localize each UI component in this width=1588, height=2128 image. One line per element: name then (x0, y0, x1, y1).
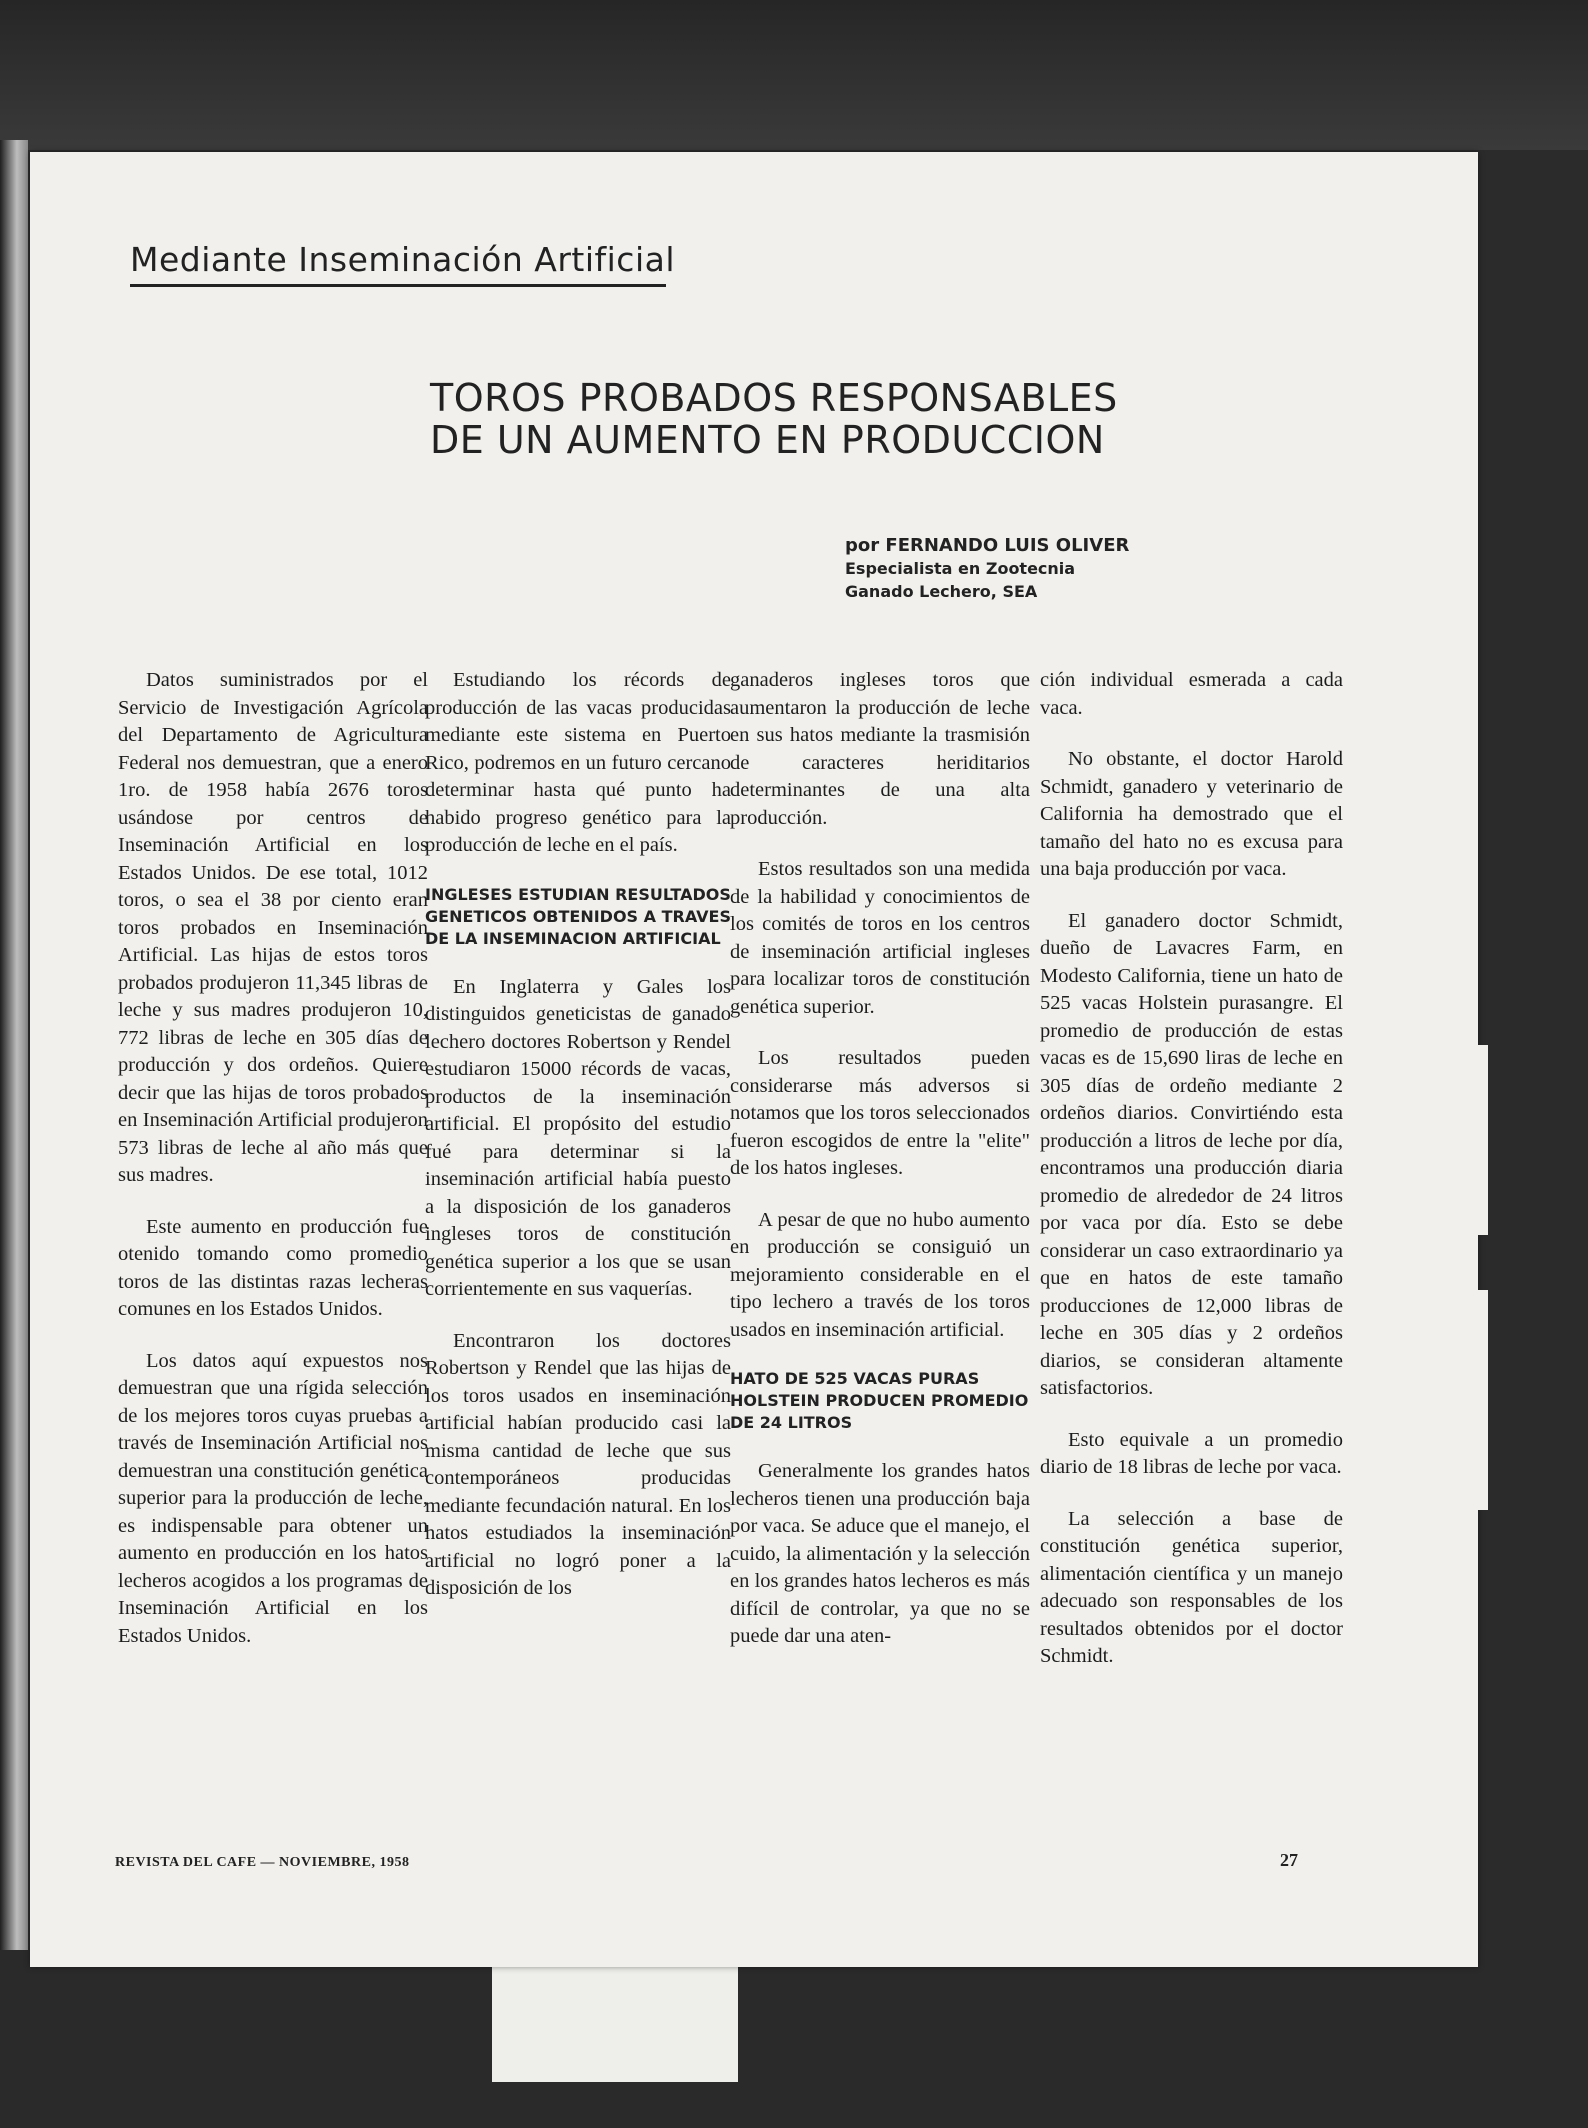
bottom-paper-slip (492, 1962, 738, 2082)
paragraph: La selección a base de constitución genética superior, alimentación científica y un manejo adecuado son responsables de los resultados obtenidos por el doctor Schmidt. (1040, 1507, 1343, 1667)
paragraph: Los resultados pueden considerarse más adversos si notamos que los toros seleccionados fueron escogidos de entre la "elite" de los hatos ingleses. (730, 1047, 1030, 1179)
column-4 (1040, 667, 1343, 1695)
publication-footer: REVISTA DEL CAFE — NOVIEMBRE, 1958 (115, 1855, 410, 1870)
paragraph: En Inglaterra y Gales los distinguidos geneticistas de ganado lechero doctores Robertson y Rendel estudiaron 15000 récords de vacas, productos de la inseminación artificial. El propósito del estudio fué para determinar si la inseminación artificial había puesto a la disposición de los ganaderos ingleses toros de constitución genética superior a los que se usan corrientemente en sus vaquerías. (425, 975, 731, 1300)
paragraph: Datos suministrados por el Servicio de Investigación Agrícola del Departamento de Agricultura Federal nos demuestran, que a enero 1ro. de 1958 había 2676 toros usándose por centros de Inseminación Artificial en los Estados Unidos. De ese total, 1012 toros, o sea el 38 por ciento eran toros probados en Inseminación Artificial. Las hijas de estos toros probados produjeron 11,345 libras de leche y sus madres produjeron 10, 772 libras de leche en 305 días de producción y dos ordeños. Quiere decir que las hijas de toros probados en Inseminación Artificial produjeron 573 libras de leche al año más que sus madres. (118, 669, 428, 1186)
section-title-underline (130, 284, 666, 287)
byline (845, 534, 1445, 603)
column-1 (118, 667, 428, 1674)
scan-background-top (0, 0, 1588, 150)
byline-org: Ganado Lechero, SEA (845, 582, 1038, 601)
paragraph: Los datos aquí expuestos nos demuestran que una rígida selección de los mejores toros cuyas pruebas a través de Inseminación Artificial nos demuestran una constitución genética superior para la producción de leche, es indispensable para obtener un aumento en producción en los hatos lecheros acogidos a los programas de Inseminación Artificial en los Estados Unidos. (118, 1349, 428, 1647)
section-title: Mediante Inseminación Artificial (130, 240, 675, 279)
article-headline (430, 377, 1430, 461)
paragraph: No obstante, el doctor Harold Schmidt, ganadero y veterinario de California ha demostrado que el tamaño del hato no es excusa para una baja producción por vaca. (1040, 748, 1343, 880)
page-number: 27 (1280, 1850, 1298, 1870)
left-page-edge (0, 140, 28, 1970)
headline-line-1: TOROS PROBADOS RESPONSABLES (430, 376, 1118, 420)
paragraph: Estos resultados son una medida de la habilidad y conocimientos de los comités de toros en los centros de inseminación artificial ingleses para localizar toros de constitución genética superior. (730, 858, 1030, 1018)
paragraph: Encontraron los doctores Robertson y Rendel que las hijas de los toros usados en inseminación artificial habían producido casi la misma cantidad de leche que sus contemporáneos producidas mediante fecundación natural. En los hatos estudiados la inseminación artificial no logró poner a la disposición de los (425, 1329, 731, 1599)
page-edge-tab (1476, 1045, 1488, 1235)
column-3 (730, 667, 1030, 1675)
paragraph: Esto equivale a un promedio diario de 18 libras de leche por vaca. (1040, 1428, 1343, 1478)
subheading-hato: HATO DE 525 VACAS PURAS HOLSTEIN PRODUCEN PROMEDIO DE 24 LITROS (730, 1369, 1029, 1432)
byline-role: Especialista en Zootecnia (845, 559, 1076, 578)
column-2 (425, 667, 731, 1627)
paragraph: Generalmente los grandes hatos lecheros tienen una producción baja por vaca. Se aduce que el manejo, el cuido, la alimentación y la selección en los grandes hatos lecheros es más difícil de controlar, ya que no se puede dar una aten- (730, 1460, 1030, 1647)
paragraph: Este aumento en producción fue otenido tomando como promedio toros de las distintas razas lecheras comunes en los Estados Unidos. (118, 1215, 428, 1320)
paragraph: El ganadero doctor Schmidt, dueño de Lavacres Farm, en Modesto California, tiene un hato de 525 vacas Holstein purasangre. El promedio de producción de estas vacas es de 15,690 liras de leche en 305 días de ordeño mediante 2 ordeños diarios. Convirtiéndo esta producción a litros de leche por día, encontramos una producción diaria promedio de alrededor de 24 litros por vaca por día. Esto se debe considerar un caso extraordinario ya que en hatos de este tamaño producciones de 12,000 libras de leche en 305 días y 2 ordeños diarios, se consideran altamente satisfactorios. (1040, 909, 1343, 1399)
subheading-ingleses: INGLESES ESTUDIAN RESULTADOS GENETICOS OBTENIDOS A TRAVES DE LA INSEMINACION ARTIFICIAL (425, 884, 731, 948)
byline-author: por FERNANDO LUIS OLIVER (845, 535, 1130, 556)
paragraph: ción individual esmerada a cada vaca. (1040, 669, 1343, 719)
magazine-page (30, 152, 1478, 1967)
page-edge-tab (1476, 1290, 1488, 1510)
scan-background-bottom (0, 1950, 1588, 2128)
paragraph: A pesar de que no hubo aumento en producción se consiguió un mejoramiento considerable en el tipo lechero a través de los toros usados en inseminación artificial. (730, 1208, 1030, 1341)
paragraph: ganaderos ingleses toros que aumentaron la producción de leche en sus hatos mediante la trasmisión de caracteres heriditarios determinantes de una alta producción. (730, 669, 1030, 829)
paragraph: Estudiando los récords de producción de las vacas producidas mediante este sistema en Puerto Rico, podremos en un futuro cercano determinar hasta qué punto ha habido progreso genético para la producción de leche en el país. (425, 669, 731, 856)
headline-line-2: DE UN AUMENTO EN PRODUCCION (430, 418, 1105, 462)
